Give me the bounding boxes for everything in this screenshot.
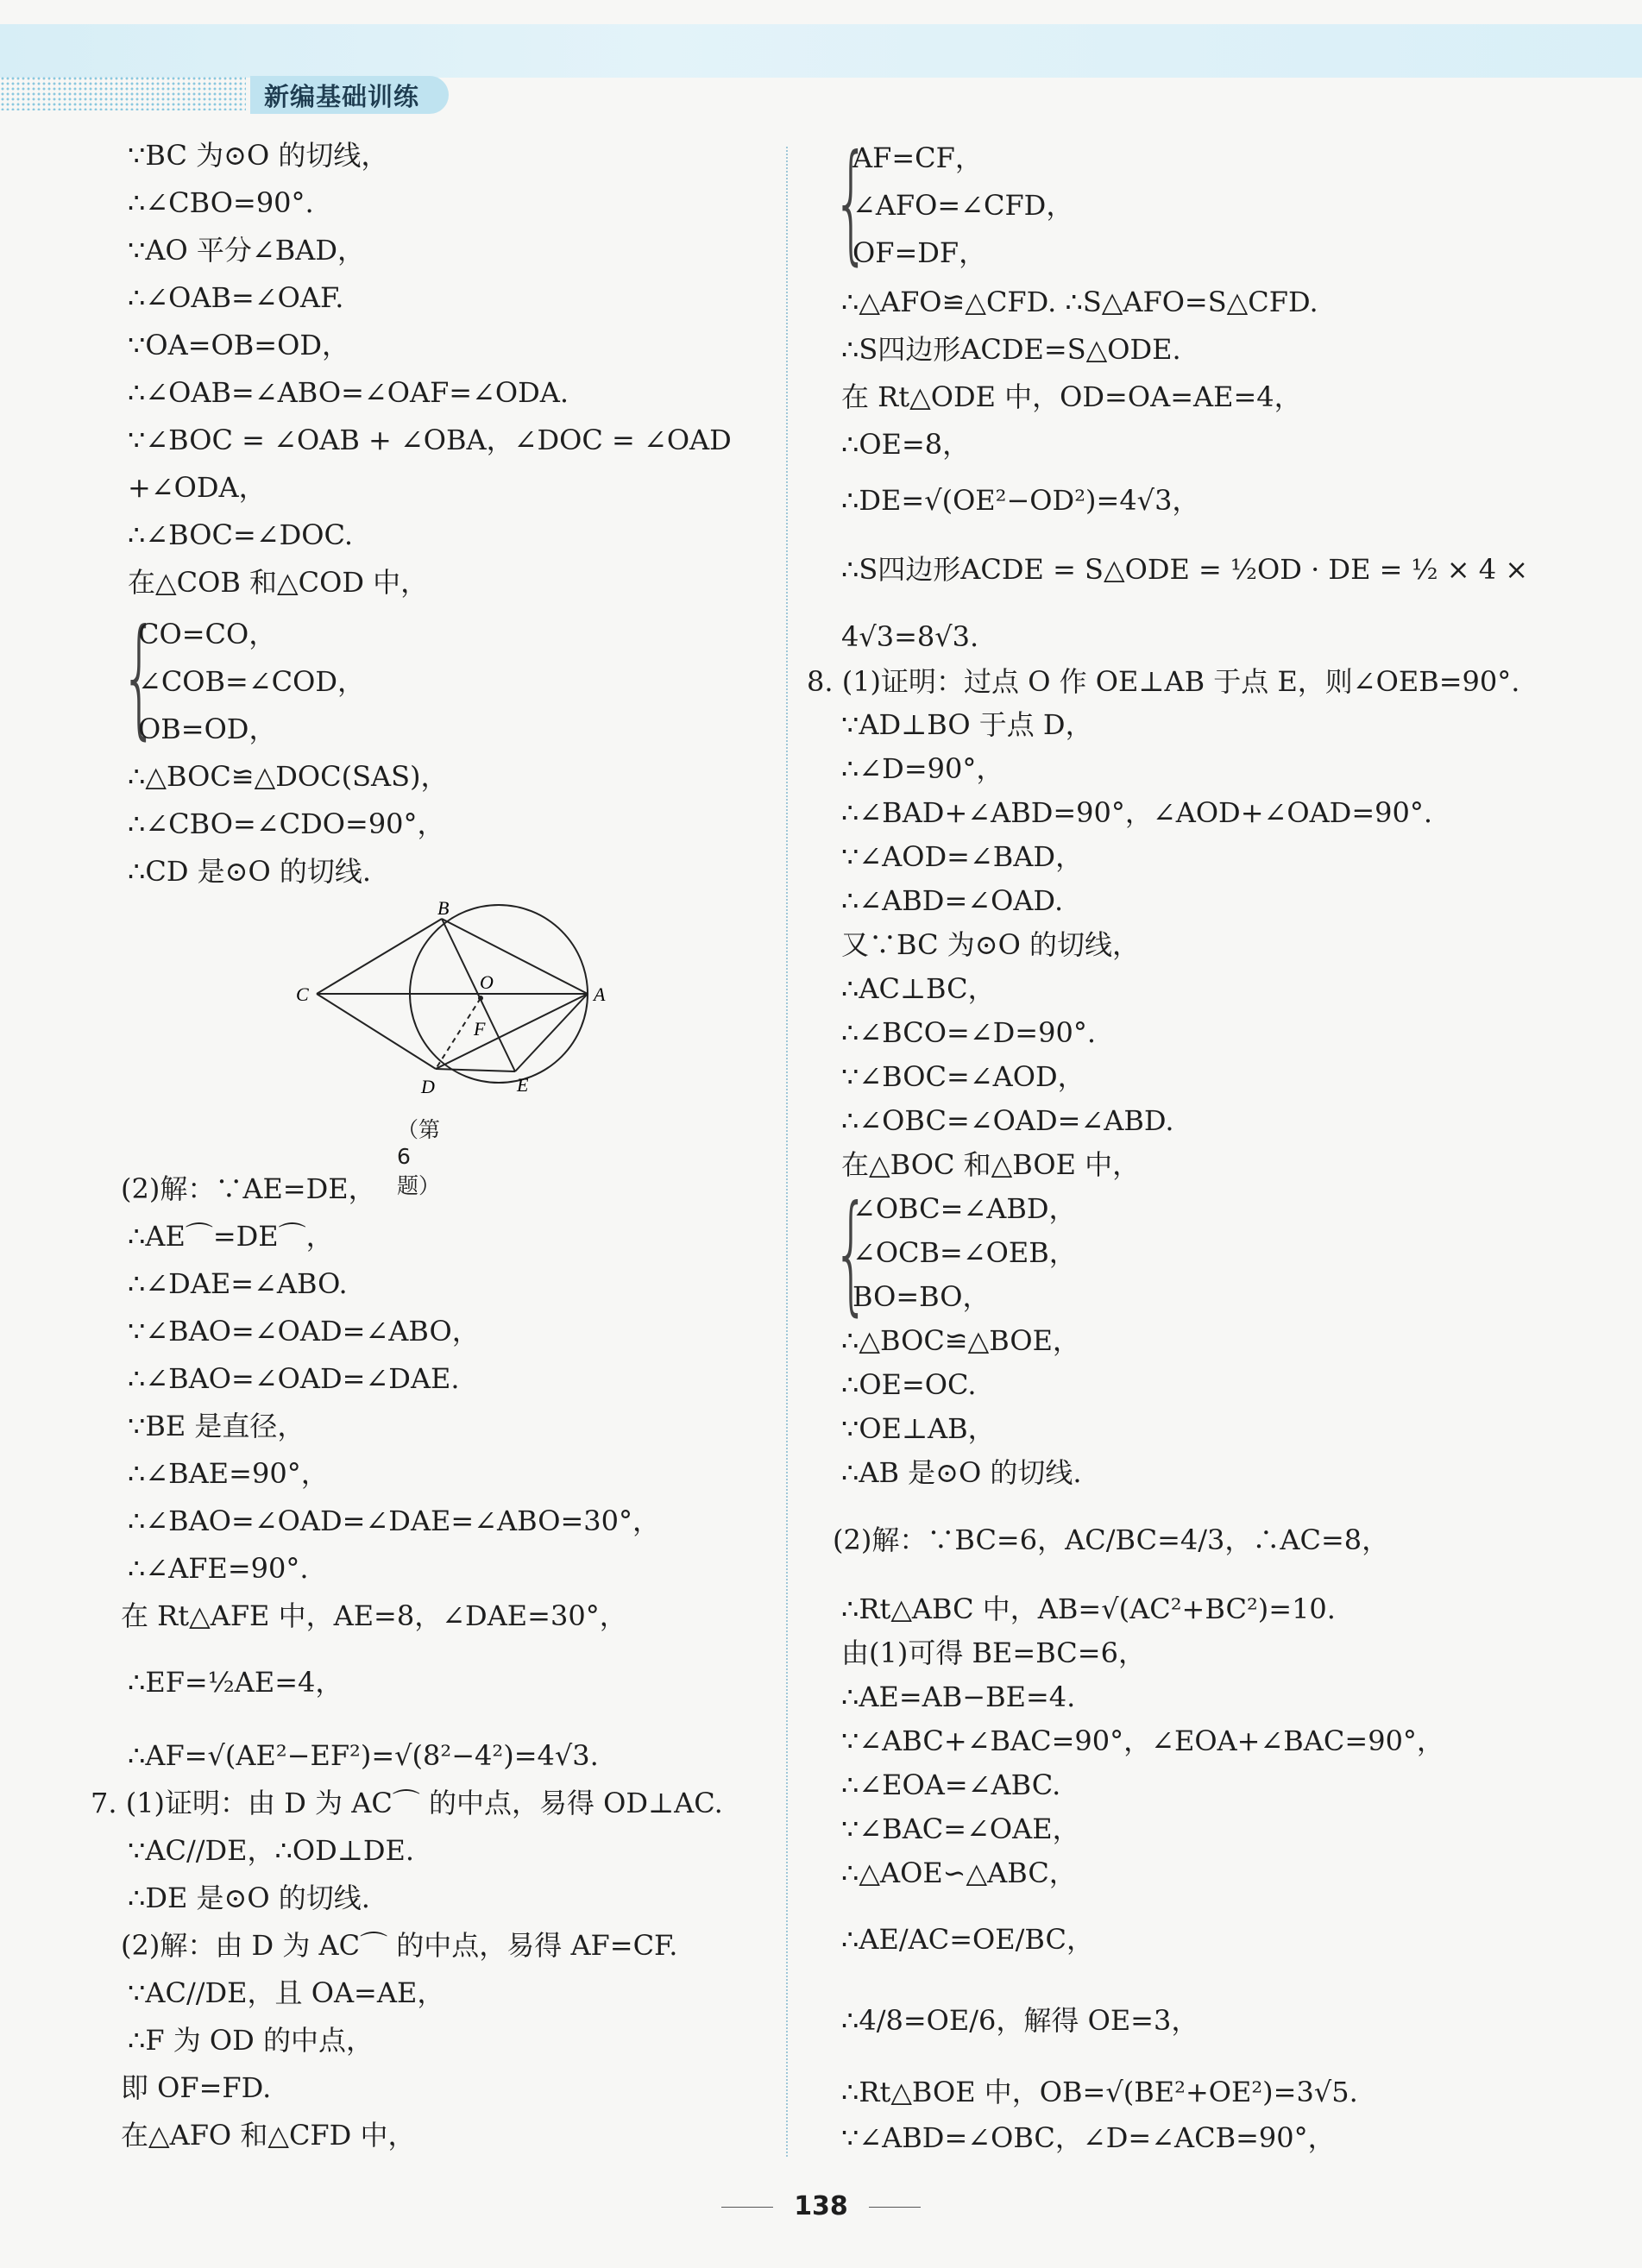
text-line: 即 OF=FD. [121, 2071, 272, 2104]
text-line: ∵∠ABC+∠BAC=90°，∠EOA+∠BAC=90°， [841, 1725, 1444, 1757]
text-line: ∴OE=OC. [841, 1368, 977, 1401]
text-line: ∴∠BOC=∠DOC. [128, 518, 354, 551]
text-line: ∴AC⊥BC， [841, 972, 996, 1005]
text-line: 又∵BC 为⊙O 的切线， [841, 928, 1140, 961]
text-line: ∵∠BAC=∠OAE， [841, 1813, 1080, 1845]
geometry-figure [289, 902, 617, 1121]
text-line: BO=BO， [852, 1280, 991, 1313]
label-c: C [296, 983, 309, 1005]
text-line: ∴Rt△BOE 中，OB=√(BE²+OE²)=3√5. [841, 2076, 1358, 2108]
text-line: ∵AO 平分∠BAD， [128, 234, 365, 267]
header-dot-pattern [0, 76, 246, 110]
text-line: ∴∠BAD+∠ABD=90°，∠AOD+∠OAD=90°. [841, 796, 1433, 829]
text-line: ∵∠ABD=∠OBC，∠D=∠ACB=90°， [841, 2121, 1336, 2154]
text-line: ∵OA=OB=OD， [128, 329, 349, 361]
text-line: ∵AD⊥BO 于点 D， [841, 708, 1093, 741]
point-o [478, 996, 483, 1001]
text-line: ∴△BOC≌△BOE， [841, 1324, 1080, 1357]
text-line: ∴∠BAO=∠OAD=∠DAE=∠ABO=30°， [128, 1505, 661, 1537]
text-line: ∵AC//DE，∴OD⊥DE. [128, 1834, 415, 1867]
text-line: ∴∠D=90°， [841, 752, 1004, 785]
page-dash-left [721, 2207, 773, 2208]
left-brace: { [121, 602, 158, 752]
segment-ad [436, 994, 588, 1069]
text-line: OF=DF， [852, 236, 987, 269]
text-line: +∠ODA， [128, 471, 267, 504]
page-number-text: 138 [794, 2191, 848, 2221]
text-line: ∴△AOE∽△ABC， [841, 1856, 1077, 1889]
text-line: ∴△AFO≌△CFD. ∴S△AFO=S△CFD. [841, 286, 1318, 318]
text-line: ∴∠OAB=∠ABO=∠OAF=∠ODA. [128, 376, 569, 409]
header-title: 新编基础训练 [250, 76, 449, 114]
text-line: ∵∠AOD=∠BAD， [841, 840, 1084, 873]
text-line: 4√3=8√3. [841, 620, 979, 653]
text-line: (2)解：由 D 为 AC⌒ 的中点，易得 AF=CF. [121, 1929, 678, 1962]
text-line: ∠OBC=∠ABD， [852, 1192, 1077, 1225]
text-line: ∴∠EOA=∠ABC. [841, 1769, 1061, 1801]
text-line: ∵AC//DE，且 OA=AE， [128, 1976, 445, 2009]
label-e: E [517, 1074, 529, 1096]
text-line: 在△COB 和△COD 中， [128, 566, 429, 599]
text-line: ∴∠BCO=∠D=90°. [841, 1016, 1096, 1049]
text-line: ∴∠CBO=∠CDO=90°， [128, 807, 445, 840]
text-line: ∴AB 是⊙O 的切线. [841, 1456, 1082, 1489]
text-line: ∴∠DAE=∠ABO. [128, 1267, 348, 1300]
text-line: 在 Rt△ODE 中，OD=OA=AE=4， [841, 380, 1302, 413]
segment-cb [317, 919, 442, 994]
label-d: D [421, 1076, 435, 1097]
text-line: (2)解：∵AE=DE， [121, 1172, 376, 1205]
text-line: 7. (1)证明：由 D 为 AC⌒ 的中点，易得 OD⊥AC. [91, 1787, 723, 1819]
right-brace-2: { [833, 1178, 870, 1329]
text-line: ∵BE 是直径， [128, 1410, 305, 1442]
text-line: AF=CF， [852, 141, 983, 174]
text-line: ∴DE=√(OE²−OD²)=4√3， [841, 484, 1200, 517]
text-line: 在△AFO 和△CFD 中， [121, 2119, 416, 2152]
text-line: ∴∠OBC=∠OAD=∠ABD. [841, 1104, 1174, 1137]
text-line: ∴OE=8， [841, 428, 971, 461]
text-line: ∴AE/AC=OE/BC， [841, 1923, 1094, 1956]
text-line: 在△BOC 和△BOE 中， [841, 1148, 1141, 1181]
text-line: ∵∠BAO=∠OAD=∠ABO， [128, 1315, 480, 1348]
text-line: ∴∠CBO=90°. [128, 186, 314, 219]
text-line: ∴∠ABD=∠OAD. [841, 884, 1064, 917]
text-line: ∴Rt△ABC 中，AB=√(AC²+BC²)=10. [841, 1593, 1336, 1625]
text-line: ∵OE⊥AB， [841, 1412, 996, 1445]
column-divider [786, 147, 788, 2157]
text-line: (2)解：∵BC=6，AC/BC=4/3，∴AC=8， [833, 1524, 1390, 1556]
label-a: A [594, 983, 606, 1005]
text-line: ∴4/8=OE/6，解得 OE=3， [841, 2004, 1199, 2037]
label-o: O [480, 971, 494, 993]
label-f: F [474, 1018, 486, 1040]
text-line: ∴△BOC≌△DOC(SAS)， [128, 760, 449, 793]
text-line: ∵BC 为⊙O 的切线， [128, 139, 389, 172]
text-line: ∴AE⌒=DE⌒， [128, 1220, 334, 1253]
text-line: CO=CO， [138, 618, 277, 650]
text-line: ∵∠BOC = ∠OAB + ∠OBA，∠DOC = ∠OAD [128, 424, 732, 456]
text-line: ∴S四边形ACDE = S△ODE = ½OD · DE = ½ × 4 × [841, 553, 1529, 586]
text-line: ∴AF=√(AE²−EF²)=√(8²−4²)=4√3. [128, 1739, 599, 1772]
figure-caption: （第 6 题） [397, 1117, 441, 1198]
text-line: ∴∠OAB=∠OAF. [128, 281, 344, 314]
page-dash-right [869, 2207, 921, 2208]
text-line: ∴DE 是⊙O 的切线. [128, 1882, 370, 1914]
text-line: 8. (1)证明：过点 O 作 OE⊥AB 于点 E，则∠OEB=90°. [807, 665, 1520, 698]
text-line: ∴EF=½AE=4， [128, 1666, 343, 1699]
segment-de [436, 1069, 515, 1071]
text-line: ∠COB=∠COD， [138, 665, 366, 698]
text-line: ∴∠BAE=90°， [128, 1457, 329, 1490]
segment-ae [515, 994, 588, 1071]
page-number [0, 2191, 1642, 2221]
text-line: ∵∠BOC=∠AOD， [841, 1060, 1085, 1093]
text-line: ∴CD 是⊙O 的切线. [128, 855, 372, 888]
text-line: ∠AFO=∠CFD， [852, 189, 1074, 222]
segment-ba [442, 919, 588, 994]
text-line: 在 Rt△AFE 中，AE=8，∠DAE=30°， [121, 1599, 627, 1632]
label-b: B [437, 902, 450, 919]
text-line: 由(1)可得 BE=BC=6， [841, 1637, 1146, 1669]
header-band [0, 24, 1642, 78]
text-line: ∠OCB=∠OEB， [852, 1236, 1077, 1269]
right-brace-1: { [833, 128, 870, 278]
text-line: ∴S四边形ACDE=S△ODE. [841, 333, 1181, 366]
text-line: ∴∠AFE=90°. [128, 1552, 309, 1585]
text-line: ∴AE=AB−BE=4. [841, 1681, 1076, 1713]
text-line: OB=OD， [138, 713, 277, 745]
text-line: ∴F 为 OD 的中点， [128, 2024, 374, 2057]
text-line: ∴∠BAO=∠OAD=∠DAE. [128, 1362, 460, 1395]
